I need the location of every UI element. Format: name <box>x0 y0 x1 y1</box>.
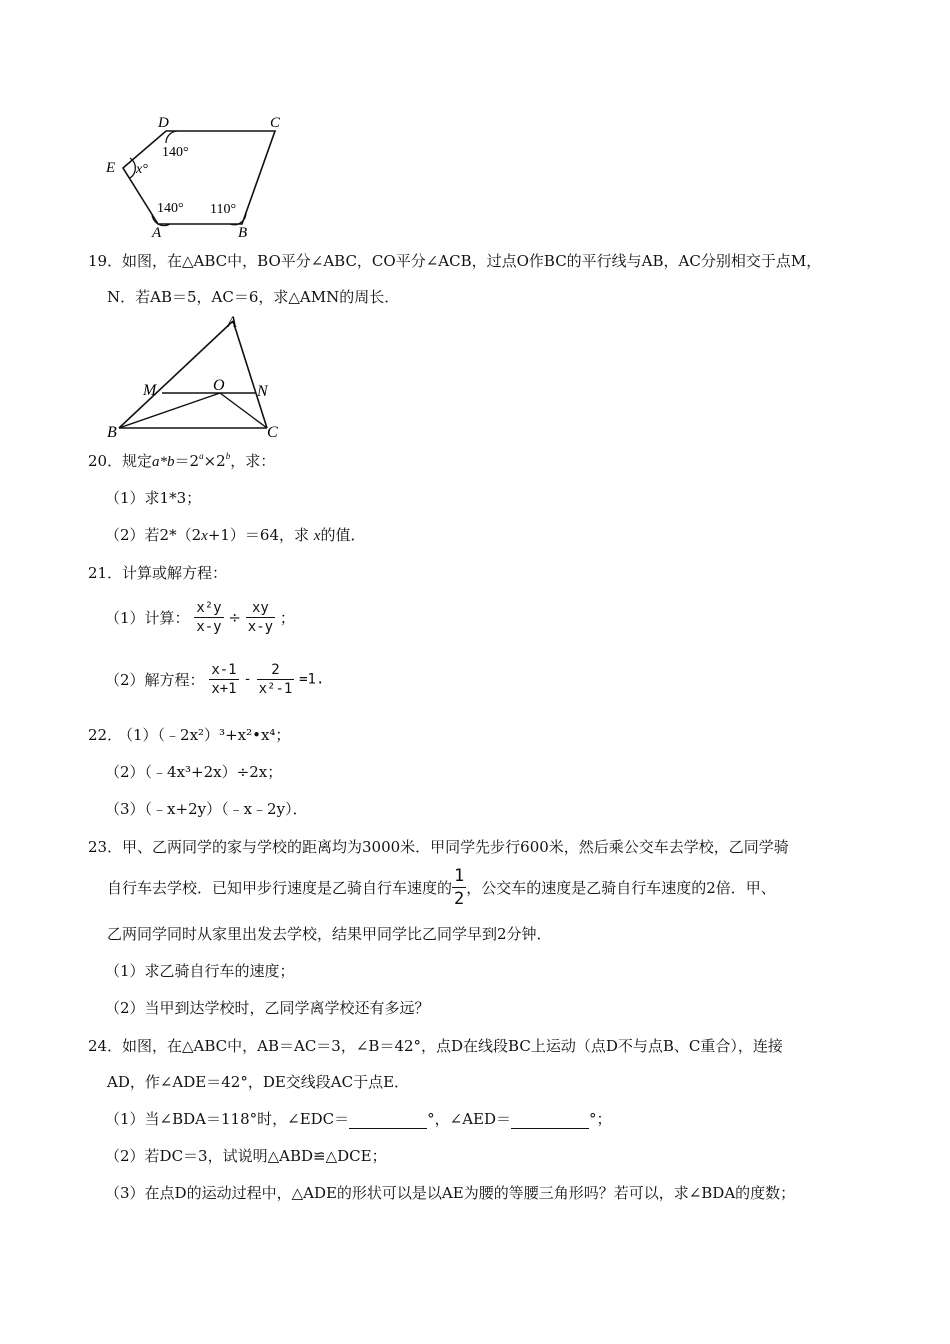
vertex-label-b: B <box>107 424 117 440</box>
q24-line2: AD，作∠ADE＝42°，DE交线段AC于点E． <box>107 1073 410 1091</box>
q20-stem: 规定$a*b=2^a\times 2^b$，求： <box>122 451 276 470</box>
fraction-4: $\frac{2}{\text{x²-1}}$ <box>258 662 293 697</box>
q22-part3: （3）（﹣x+2y）（﹣x﹣2y）． <box>105 800 308 818</box>
triangle-figure <box>100 310 290 440</box>
point-label-n: N <box>257 383 268 400</box>
vertex-label-a: A <box>152 225 162 238</box>
q20-number: 20． <box>88 452 123 470</box>
q19-line1: 如图，在△ABC中，BO平分∠ABC，CO平分∠ACB，过点O作BC的平行线与AB，AC分别相交于点M， <box>122 252 822 270</box>
q22-part1: （1）（﹣2x²）³+x²•x⁴； <box>118 726 291 744</box>
q23-number: 23． <box>88 838 123 856</box>
q22-number: 22． <box>88 726 123 744</box>
vertex-label-c: C <box>270 115 281 131</box>
answer-blank-edc[interactable] <box>349 1114 427 1129</box>
q24-part1: （1）当∠BDA＝118°时，∠EDC＝ °，∠AED＝ °； <box>105 1110 612 1128</box>
q20-part1: （1）求1*3； <box>105 489 202 507</box>
point-label-o: O <box>213 377 225 394</box>
angle-label-a: 140° <box>157 201 184 216</box>
fraction-3: $\frac{x-1}{x+1}$ <box>211 662 237 697</box>
q24-part3: （3）在点D的运动过程中，△ADE的形状可以是以AE为腰的等腰三角形吗？若可以，求∠BDA的度数； <box>105 1184 796 1202</box>
q19-number: 19． <box>88 252 123 270</box>
pentagon-figure <box>100 110 300 238</box>
point-label-m: M <box>143 382 157 399</box>
answer-blank-aed[interactable] <box>511 1114 589 1129</box>
fraction-1: $\frac{\text{x²y}}{x-y}$ <box>196 600 222 635</box>
fraction-2: $\frac{xy}{x-y}$ <box>247 600 274 635</box>
q24-number: 24． <box>88 1037 123 1055</box>
q23-line3: 乙两同学同时从家里出发去学校，结果甲同学比乙同学早到2分钟． <box>107 925 552 943</box>
q21-stem: 计算或解方程： <box>122 564 228 582</box>
vertex-label-e: E <box>106 160 116 176</box>
vertex-label-c: C <box>267 424 278 440</box>
q22-part2: （2）（﹣4x³+2x）÷2x； <box>105 763 283 781</box>
q23-line2: 自行车去学校．已知甲步行速度是乙骑自行车速度的 $\frac{1}{2}$ ，公交车的速度是乙骑自行车速度的2倍．甲、 <box>107 866 776 909</box>
q24-line1: 如图，在△ABC中，AB＝AC＝3，∠B＝42°，点D在线段BC上运动（点D不与点B、C重合），连接 <box>122 1037 783 1055</box>
q23-part1: （1）求乙骑自行车的速度； <box>105 962 295 980</box>
fraction-half: $\frac{1}{2}$ <box>454 866 465 909</box>
q21-part1: （1）计算： $\frac{\text{x²y}}{x-y}$ ÷ $\frac{xy}{x-y}$ ； <box>105 600 295 635</box>
angle-mark-d <box>166 131 177 143</box>
q21-part2: （2）解方程： $\frac{x-1}{x+1}$ - $\frac{2}{\text{x²-1}}$ =1. <box>105 662 325 697</box>
q24-part2: （2）若DC＝3，试说明△ABD≌△DCE； <box>105 1147 387 1165</box>
angle-label-e: x° <box>136 162 148 177</box>
angle-label-b: 110° <box>210 202 237 217</box>
q23-part2: （2）当甲到达学校时，乙同学离学校还有多远？ <box>105 999 430 1017</box>
vertex-label-a: A <box>227 314 237 331</box>
q21-number: 21． <box>88 564 123 582</box>
q23-line1: 甲、乙两同学的家与学校的距离均为3000米．甲同学先步行600米，然后乘公交车去学校，乙同学骑 <box>122 838 789 856</box>
vertex-label-b: B <box>238 225 248 238</box>
q20-part2: （2）若2*（2x+1）＝64，求 x的值． <box>105 526 366 544</box>
q19-line2: N．若AB＝5，AC＝6，求△AMN的周长． <box>107 288 400 306</box>
vertex-label-d: D <box>158 115 169 131</box>
angle-label-d: 140° <box>162 145 189 160</box>
